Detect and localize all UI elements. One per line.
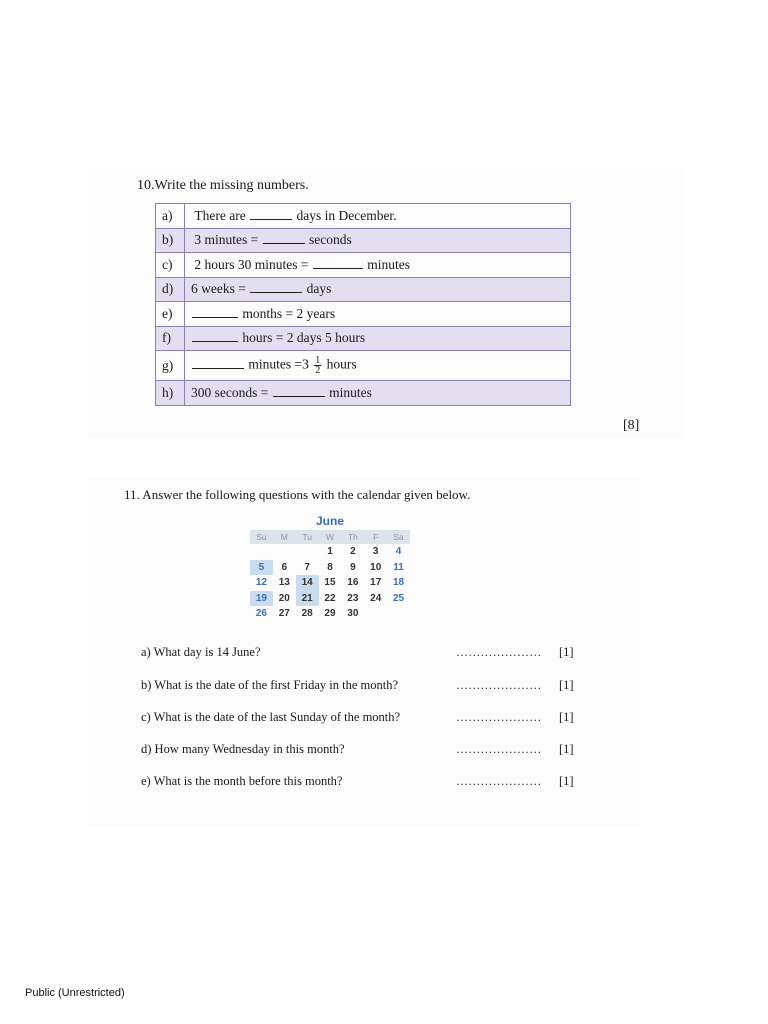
calendar-day: 15: [324, 577, 336, 588]
calendar-day: 25: [393, 592, 405, 604]
answer-blank[interactable]: [192, 357, 244, 369]
answer-blank[interactable]: [250, 281, 302, 293]
calendar-day: [273, 544, 296, 560]
weekday-label: M: [280, 532, 288, 542]
weekday-label: Su: [256, 532, 267, 542]
row-statement: minutes =3 $\frac{1}{2}$ hours: [185, 351, 571, 381]
answer-line[interactable]: …………………: [456, 645, 542, 659]
weekday-label: Tu: [302, 532, 312, 542]
calendar-day: 23: [347, 592, 359, 604]
calendar-days: [250, 544, 410, 622]
calendar-day: 21: [296, 591, 319, 607]
answer-blank[interactable]: [263, 232, 305, 244]
question-11-title: 11. Answer the following questions with the calendar given below.: [124, 487, 471, 502]
calendar-day: 27: [278, 608, 290, 619]
question-mark: [1]: [559, 774, 574, 788]
row-statement: 3 minutes = seconds: [185, 228, 571, 253]
row-label: c): [156, 253, 185, 278]
answer-blank[interactable]: [273, 385, 325, 397]
calendar-day: 9: [350, 561, 356, 573]
row-statement: months = 2 years: [185, 302, 571, 327]
row-label: d): [156, 277, 185, 302]
table-row: [156, 204, 571, 229]
answer-blank[interactable]: [192, 306, 238, 318]
calendar-day: 17: [370, 577, 382, 588]
calendar-day: 19: [250, 591, 273, 607]
answer-blank[interactable]: [192, 330, 238, 342]
row-statement: 2 hours 30 minutes = minutes: [185, 253, 571, 278]
question-11e: e) What is the month before this month?: [141, 774, 343, 788]
table-row: [156, 277, 571, 302]
question-mark: [1]: [559, 645, 574, 659]
answer-blank[interactable]: [250, 208, 292, 220]
table-row: [156, 302, 571, 327]
question-10-marks: [8]: [623, 418, 640, 433]
calendar-day: 30: [347, 608, 359, 619]
calendar-day: 11: [393, 561, 404, 573]
weekday-label: F: [373, 532, 379, 542]
table-row: [156, 351, 571, 381]
answer-line[interactable]: …………………: [456, 742, 542, 756]
row-label: a): [156, 204, 185, 229]
calendar-day: 29: [324, 608, 336, 619]
calendar-weekday-header: [250, 530, 410, 544]
calendar-day: 16: [347, 577, 359, 588]
calendar-day: [364, 606, 387, 622]
calendar-day: 18: [393, 577, 405, 588]
calendar-day: 26: [255, 608, 267, 619]
row-statement: 300 seconds = minutes: [185, 381, 571, 406]
question-mark: [1]: [559, 742, 574, 756]
classification-footer: Public (Unrestricted): [25, 987, 125, 999]
row-label: e): [156, 302, 185, 327]
answer-line[interactable]: …………………: [456, 710, 542, 724]
calendar-day: 14: [296, 575, 319, 591]
row-statement: There are days in December.: [185, 204, 571, 229]
answer-line[interactable]: …………………: [456, 678, 542, 692]
answer-line[interactable]: …………………: [456, 774, 542, 788]
weekday-label: W: [325, 532, 334, 542]
table-row: [156, 228, 571, 253]
calendar-day: [296, 544, 319, 560]
calendar-day: 5: [250, 560, 273, 576]
question-mark: [1]: [559, 710, 574, 724]
row-label: g): [156, 351, 185, 381]
question-mark: [1]: [559, 678, 574, 692]
calendar-day: 10: [370, 561, 382, 573]
question-11c: c) What is the date of the last Sunday of the month?: [141, 710, 401, 724]
calendar-day: 28: [301, 608, 313, 619]
calendar-day: 24: [370, 592, 382, 604]
calendar-month: June: [315, 514, 344, 528]
weekday-label: Sa: [393, 532, 404, 542]
calendar-day: 20: [278, 592, 290, 604]
row-statement: 6 weeks = days: [185, 277, 571, 302]
question-10-title: 10.Write the missing numbers.: [137, 178, 309, 193]
june-calendar: [250, 512, 410, 622]
row-statement: hours = 2 days 5 hours: [185, 326, 571, 351]
weekday-label: Th: [347, 532, 358, 542]
calendar-day: 13: [278, 577, 290, 588]
row-label: f): [156, 326, 185, 351]
missing-numbers-table: [155, 203, 571, 406]
calendar-day: 7: [304, 561, 310, 573]
answer-blank[interactable]: [313, 257, 363, 269]
calendar-day: 22: [324, 592, 336, 604]
table-row: [156, 326, 571, 351]
calendar-day: 1: [327, 546, 333, 557]
row-label: b): [156, 228, 185, 253]
table-row: [156, 253, 571, 278]
calendar-day: 3: [372, 546, 379, 557]
calendar-day: 8: [327, 561, 333, 573]
calendar-day: [387, 606, 410, 622]
question-11d: d) How many Wednesday in this month?: [141, 742, 345, 756]
question-11a: a) What day is 14 June?: [141, 645, 261, 659]
calendar-day: [250, 544, 273, 560]
fraction: $\frac{1}{2}$: [315, 355, 321, 376]
table-row: [156, 381, 571, 406]
calendar-day: 2: [350, 546, 356, 557]
calendar-day: 4: [395, 546, 402, 557]
question-11b: b) What is the date of the first Friday in the month?: [141, 678, 399, 692]
calendar-day: 12: [255, 577, 267, 588]
row-label: h): [156, 381, 185, 406]
calendar-day: 6: [281, 561, 288, 573]
